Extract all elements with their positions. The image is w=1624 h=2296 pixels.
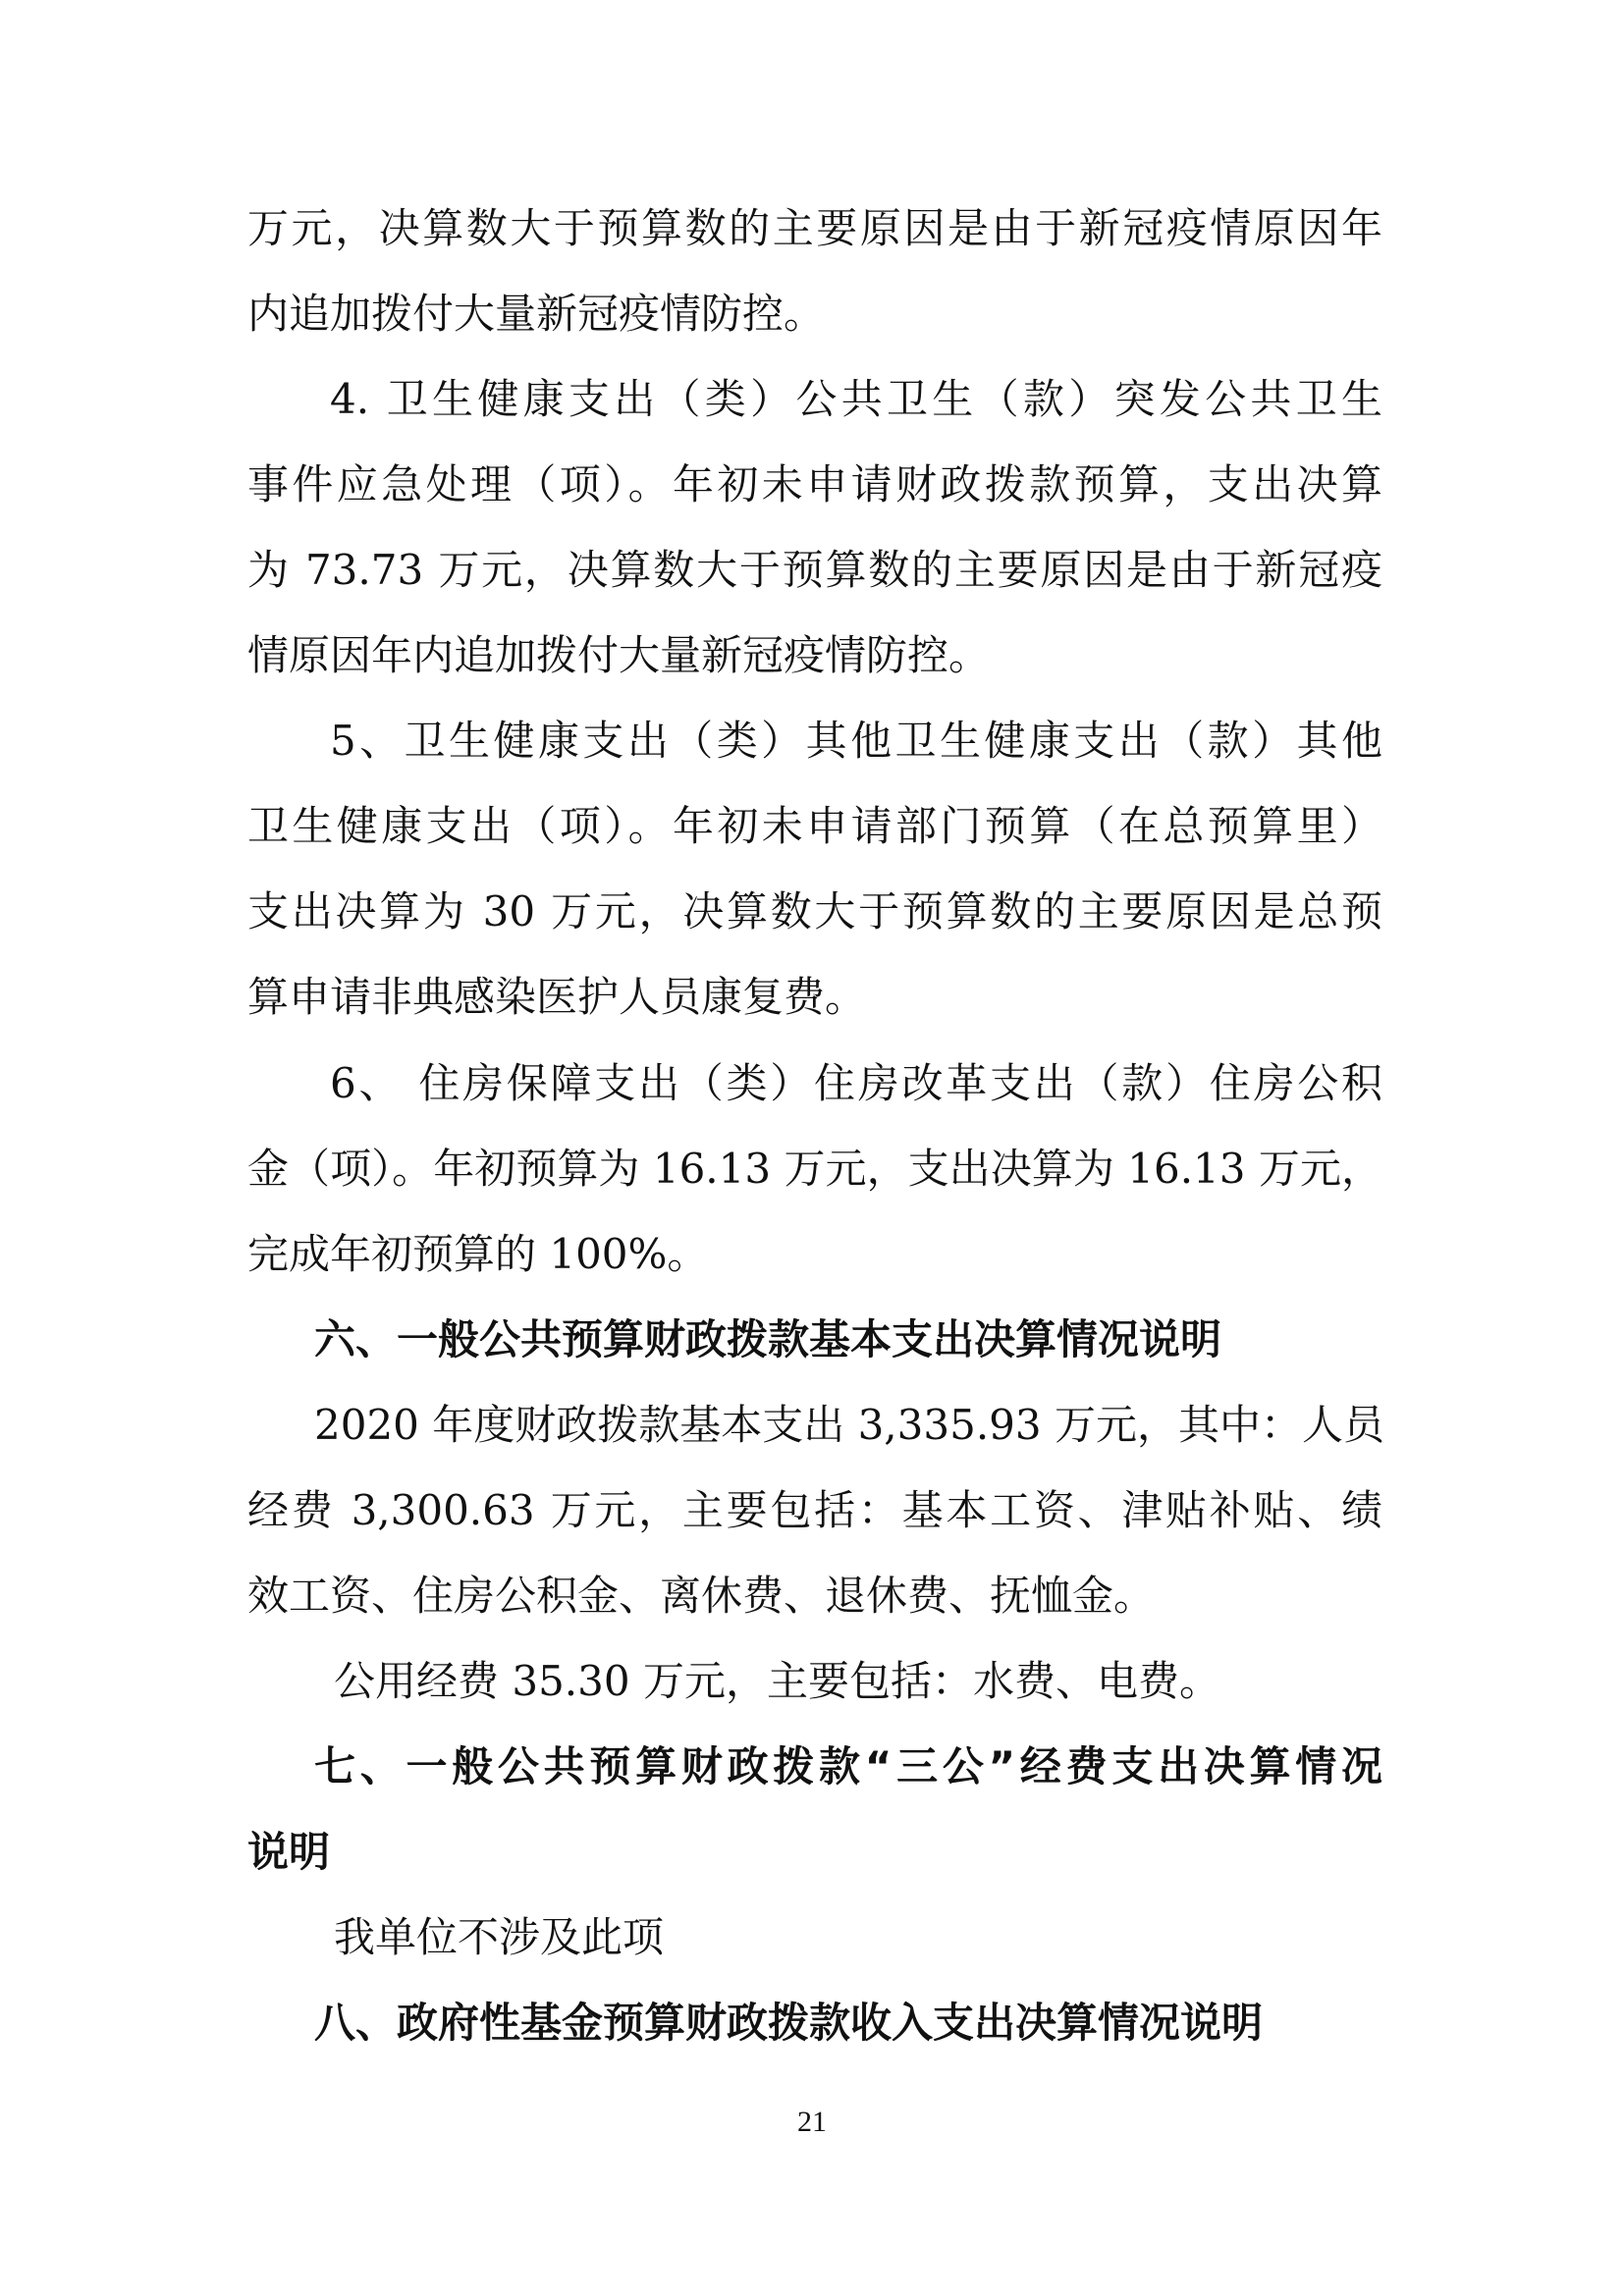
paragraph-line: 为 73.73 万元，决算数大于预算数的主要原因是由于新冠疫 bbox=[247, 546, 1382, 594]
paragraph-line: 公用经费 35.30 万元，主要包括：水费、电费。 bbox=[334, 1657, 1220, 1705]
section-heading-8: 八、政府性基金预算财政拨款收入支出决算情况说明 bbox=[314, 1999, 1264, 2047]
paragraph-line: 情原因年内追加拨付大量新冠疫情防控。 bbox=[247, 631, 991, 679]
paragraph-line: 事件应急处理（项）。年初未申请财政拨款预算，支出决算 bbox=[247, 460, 1382, 508]
paragraph-line: 效工资、住房公积金、离休费、退休费、抚恤金。 bbox=[247, 1572, 1156, 1620]
paragraph-line: 经费 3,300.63 万元，主要包括：基本工资、津贴补贴、绩 bbox=[247, 1486, 1382, 1534]
paragraph-line: 万元，决算数大于预算数的主要原因是由于新冠疫情原因年 bbox=[247, 204, 1382, 252]
section-heading-7-continued: 说明 bbox=[247, 1828, 331, 1876]
paragraph-line: 内追加拨付大量新冠疫情防控。 bbox=[247, 290, 826, 338]
section-heading-7: 七、一般公共预算财政拨款“三公”经费支出决算情况 bbox=[314, 1742, 1382, 1790]
section-heading-6: 六、一般公共预算财政拨款基本支出决算情况说明 bbox=[314, 1315, 1222, 1363]
page-number: 21 bbox=[797, 2106, 827, 2138]
paragraph-line: 5、卫生健康支出（类）其他卫生健康支出（款）其他 bbox=[330, 717, 1382, 765]
paragraph-line: 我单位不涉及此项 bbox=[334, 1913, 665, 1961]
paragraph-line: 卫生健康支出（项）。年初未申请部门预算（在总预算里） bbox=[247, 802, 1382, 850]
paragraph-line: 支出决算为 30 万元，决算数大于预算数的主要原因是总预 bbox=[247, 887, 1382, 935]
paragraph-line: 2020 年度财政拨款基本支出 3,335.93 万元，其中：人员 bbox=[314, 1401, 1384, 1449]
paragraph-line: 4. 卫生健康支出（类）公共卫生（款）突发公共卫生 bbox=[330, 375, 1382, 423]
paragraph-line: 6、 住房保障支出（类）住房改革支出（款）住房公积 bbox=[330, 1059, 1382, 1107]
paragraph-line: 金（项）。年初预算为 16.13 万元，支出决算为 16.13 万元， bbox=[247, 1145, 1382, 1193]
paragraph-line: 完成年初预算的 100%。 bbox=[247, 1230, 709, 1278]
paragraph-line: 算申请非典感染医护人员康复费。 bbox=[247, 973, 867, 1021]
